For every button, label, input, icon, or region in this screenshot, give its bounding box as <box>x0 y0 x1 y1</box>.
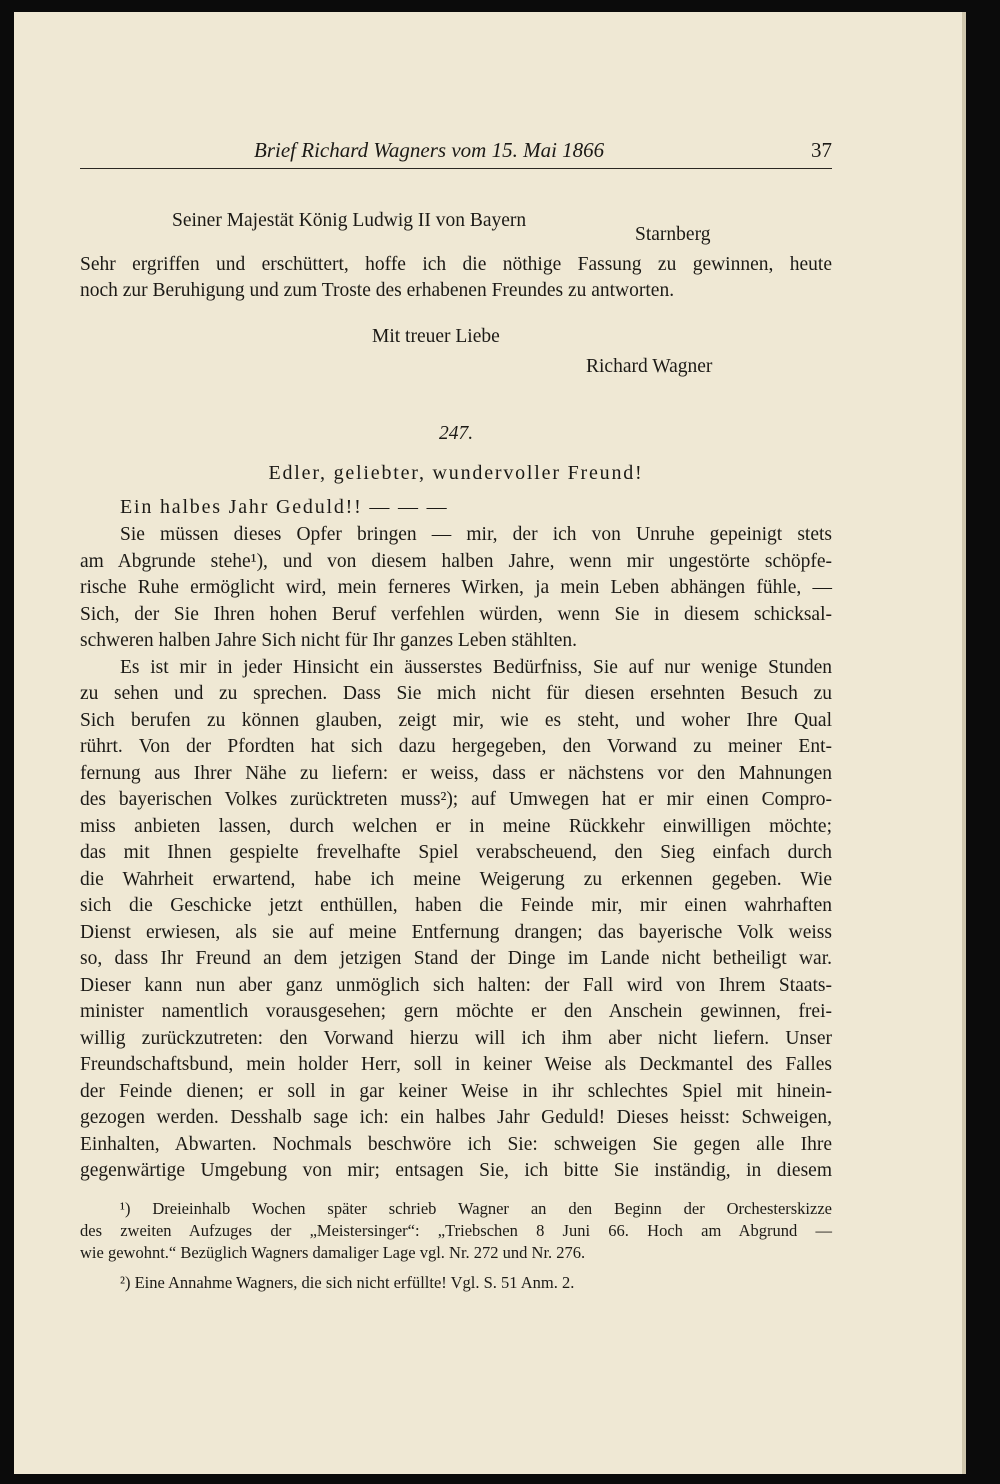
letter-salutation: Edler, geliebter, wundervoller Freund! <box>268 462 644 484</box>
footnote-1-line: wie gewohnt.“ Bezüglich Wagners damaliger Lage vgl. Nr. 272 und Nr. 276. <box>80 1243 586 1262</box>
letter-line: Dieser kann nun aber ganz unmöglich sich halten: der Fall wird von Ihrem Staats- <box>80 974 832 996</box>
letter-line: gegenwärtige Umgebung von mir; entsagen Sie, ich bitte Sie inständig, in diesem <box>80 1160 832 1181</box>
letter-line: schweren halben Jahre Sich nicht für Ihr ganzes Leben stählten. <box>80 630 578 651</box>
letter-opening: Ein halbes Jahr Geduld!! — — — <box>120 496 449 518</box>
letter-line: rührt. Von der Pfordten hat sich dazu hergegeben, den Vorwand zu meiner Ent- <box>80 736 832 757</box>
header-title: Brief Richard Wagners vom 15. Mai 1866 <box>254 138 605 162</box>
footnote-1-line: des zweiten Aufzuges der „Meistersinger“: „Triebschen 8 Juni 66. Hoch am Abgrund — <box>80 1221 832 1240</box>
letter-line: miss anbieten lassen, durch welchen er in meine Rückkehr einwilligen möchte; <box>80 815 832 837</box>
letter-line: gezogen werden. Desshalb sage ich: ein halbes Jahr Geduld! Dieses heisst: Schweigen, <box>80 1107 832 1128</box>
letter-line: das mit Ihnen gespielte frevelhafte Spiel verabscheuend, den Sieg einfach durch <box>80 842 832 863</box>
telegram-closing: Mit treuer Liebe <box>372 326 500 347</box>
letter-line: willig zurückzutreten: den Vorwand hierzu will ich ihm aber nicht liefern. Unser <box>80 1027 832 1049</box>
letter-line: sich die Geschicke jetzt enthüllen, haben die Feinde mir, mir einen wahrhaften <box>80 895 832 916</box>
letter-line: Einhalten, Abwarten. Nochmals beschwöre ich Sie: schweigen Sie gegen alle Ihre <box>80 1133 832 1155</box>
footnote-2: ²) Eine Annahme Wagners, die sich nicht erfüllte! Vgl. S. 51 Anm. 2. <box>120 1273 575 1292</box>
telegram-line: noch zur Beruhigung und zum Troste des erhabenen Freundes zu antworten. <box>80 280 675 301</box>
letter-line: Es ist mir in jeder Hinsicht ein äusserstes Bedürfniss, Sie auf nur wenige Stunden <box>120 656 832 678</box>
letter-number: 247. <box>438 423 474 444</box>
letter-line: der Feinde dienen; er soll in gar keiner Weise in ihr schlechtes Spiel mit hinein- <box>80 1080 832 1102</box>
letter-line: am Abgrunde stehe¹), und von diesem halben Jahre, wenn mir ungestörte schöpfe- <box>80 550 832 572</box>
letter-line: Sich, der Sie Ihren hohen Beruf verfehlen würden, wenn Sie in diesem schicksal- <box>80 603 832 625</box>
letter-body <box>80 522 832 1185</box>
footnote-1-line: ¹) Dreieinhalb Wochen später schrieb Wagner an den Beginn der Orchesterskizze <box>120 1199 832 1218</box>
letter-line: des bayerischen Volkes zurücktreten muss²); auf Umwegen hat er mir einen Compro- <box>80 789 832 810</box>
letter-line: minister namentlich vorausgesehen; gern möchte er den Anschein gewinnen, frei- <box>80 1001 832 1022</box>
telegram-line: Sehr ergriffen und erschüttert, hoffe ich die nöthige Fassung zu gewinnen, heute <box>80 254 832 275</box>
telegram-signature: Richard Wagner <box>586 356 713 377</box>
page-edge <box>962 12 966 1474</box>
letter-line: Freundschaftsbund, mein holder Herr, soll in keiner Weise als Deckmantel des Falles <box>80 1054 832 1075</box>
letter-line: die Wahrheit erwartend, habe ich meine Weigerung zu erkennen gegeben. Wie <box>80 868 832 890</box>
letter-line: so, dass Ihr Freund an dem jetzigen Stand der Dinge im Lande nicht betheiligt war. <box>80 948 832 969</box>
footnotes <box>80 1198 832 1294</box>
telegram-address: Seiner Majestät König Ludwig II von Bayern <box>172 210 527 231</box>
letter-line: Sich berufen zu können glauben, zeigt mir, wie es steht, und woher Ihre Qual <box>80 709 832 731</box>
letter-line: Dienst erwiesen, als sie auf meine Entfernung drangen; das bayerische Volk weiss <box>80 921 832 943</box>
letter-line: zu sehen und zu sprechen. Dass Sie mich nicht für diesen ersehnten Besuch zu <box>80 683 832 704</box>
book-page <box>14 12 962 1474</box>
letter-line: Sie müssen dieses Opfer bringen — mir, der ich von Unruhe gepeinigt stets <box>120 524 832 545</box>
letter-line: fernung aus Ihrer Nähe zu liefern: er weiss, dass er nächstens vor den Mahnungen <box>80 762 832 784</box>
telegram-place: Starnberg <box>635 224 711 245</box>
page-number: 37 <box>811 138 832 162</box>
letter-line: rische Ruhe ermöglicht wird, mein ferneres Wirken, ja mein Leben abhängen fühle, — <box>80 577 832 598</box>
running-header <box>80 138 832 169</box>
